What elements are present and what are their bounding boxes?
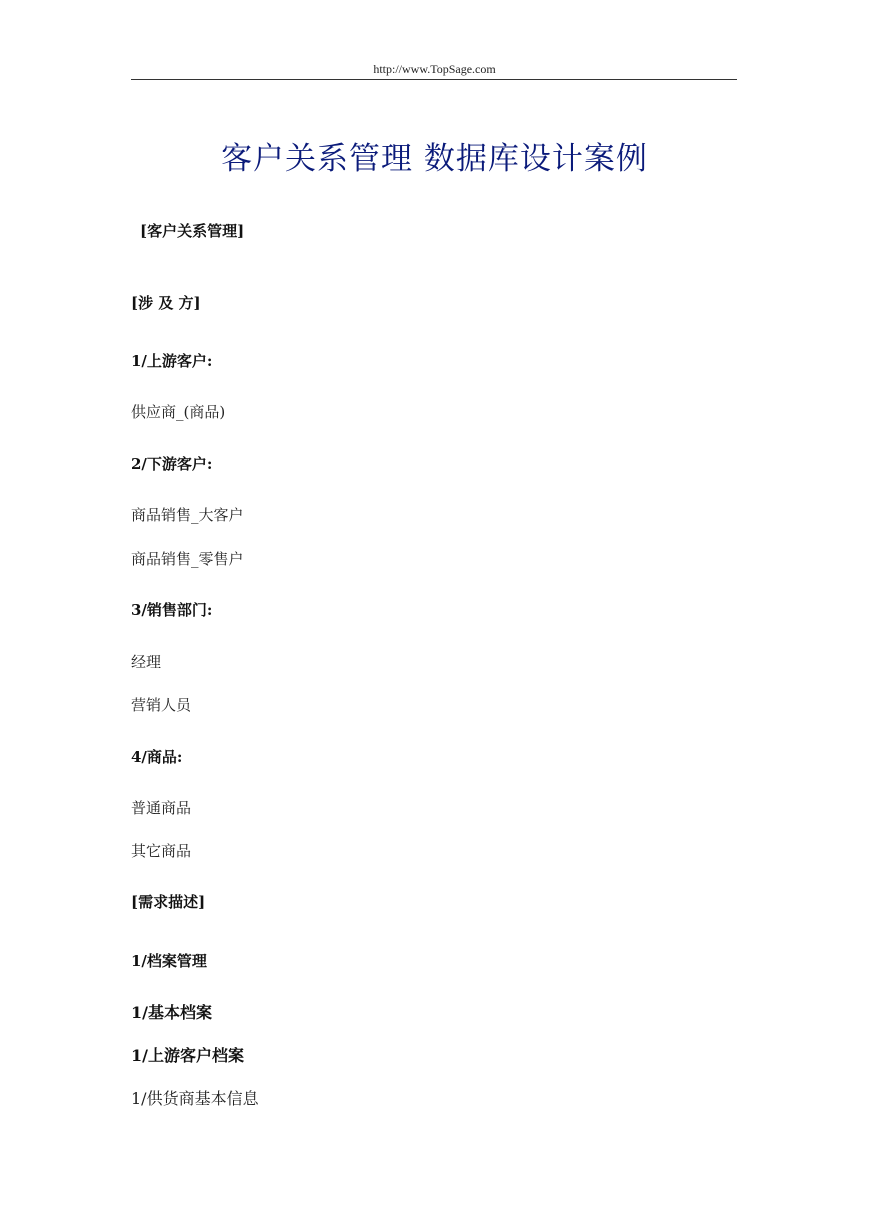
sales-item: 营销人员 [131,696,192,714]
goods-heading: 4/商品: [131,748,183,766]
header-url: http://www.TopSage.com [373,62,496,76]
downstream-item: 商品销售_零售户 [131,550,244,568]
goods-item: 普通商品 [131,799,192,817]
parties-heading: [涉 及 方] [131,294,201,312]
sales-item: 经理 [131,653,162,671]
upstream-heading: 1/上游客户: [131,352,213,370]
sales-heading: 3/销售部门: [131,601,213,619]
section-subtitle: [客户关系管理] [140,222,245,240]
archive-heading: 1/档案管理 [131,952,207,970]
document-title: 客户关系管理 数据库设计案例 [221,141,648,177]
downstream-heading: 2/下游客户: [131,455,213,473]
upstream-archive-heading: 1/上游客户档案 [131,1046,244,1065]
upstream-item: 供应商_(商品) [131,403,226,421]
basic-archive-heading: 1/基本档案 [131,1003,212,1022]
goods-item: 其它商品 [131,842,192,860]
supplier-info-item: 1/供货商基本信息 [131,1089,259,1108]
header-divider [131,79,737,80]
downstream-item: 商品销售_大客户 [131,506,244,524]
requirements-heading: [需求描述] [131,893,206,911]
